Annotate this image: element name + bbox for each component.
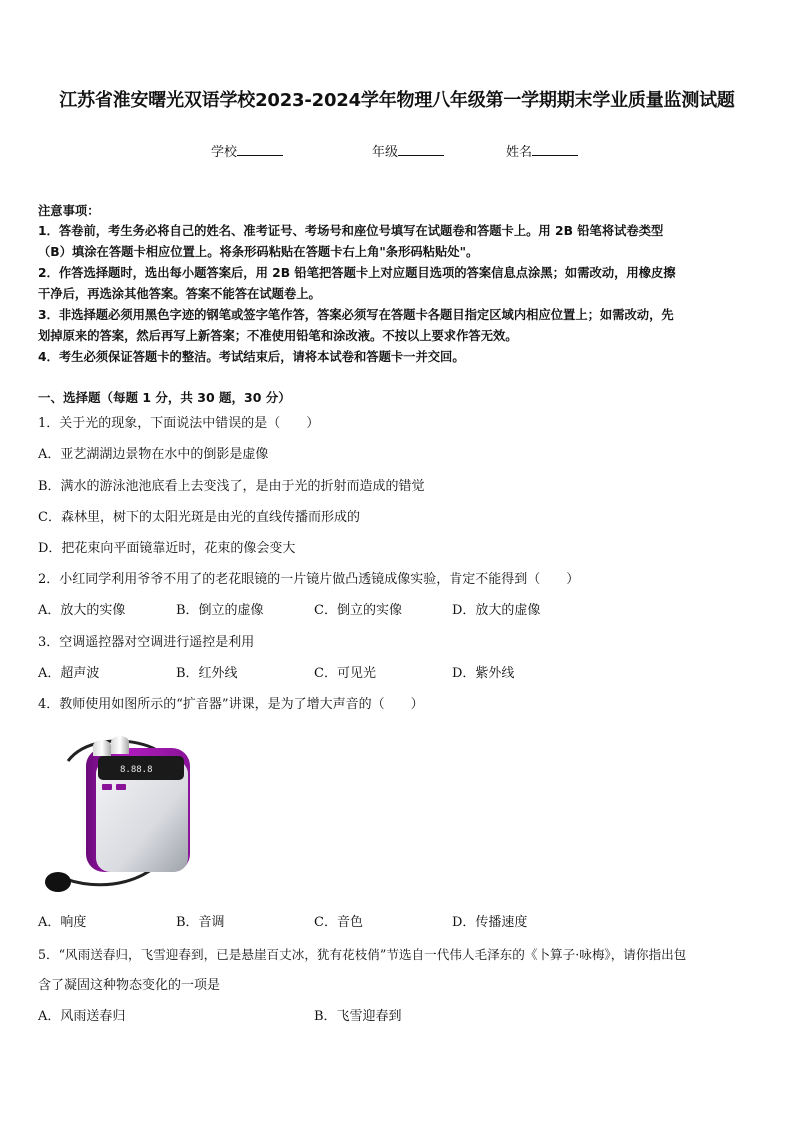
display-digits: 8.88.8 — [120, 765, 153, 775]
question-4-stem: 4．教师使用如图所示的“扩音器”讲课，是为了增大声音的（ ） — [38, 697, 424, 712]
school-field — [211, 141, 283, 160]
notice-line: 划掉原来的答案，然后再写上新答案；不准使用铅笔和涂改液。不按以上要求作答无效。 — [38, 329, 518, 343]
microphone-icon — [45, 872, 71, 892]
grade-field — [372, 141, 444, 160]
q5-option-b[interactable]: B．飞雪迎春到 — [314, 1009, 402, 1024]
q2-option-b[interactable]: B．倒立的虚像 — [176, 603, 264, 618]
q2-option-c[interactable]: C．倒立的实像 — [314, 603, 402, 618]
knob-icon — [93, 746, 111, 756]
q1-option-d[interactable]: D．把花束向平面镜靠近时，花束的像会变大 — [38, 541, 296, 556]
q4-option-a[interactable]: A．响度 — [38, 915, 87, 930]
q1-option-c[interactable]: C．森林里，树下的太阳光斑是由光的直线传播而形成的 — [38, 510, 360, 525]
question-2-stem: 2．小红同学利用爷爷不用了的老花眼镜的一片镜片做凸透镜成像实验，肯定不能得到（ ） — [38, 572, 580, 587]
q4-option-b[interactable]: B．音调 — [176, 915, 225, 930]
school-label: 学校 — [211, 145, 238, 160]
notice-line: （B）填涂在答题卡相应位置上。将条形码粘贴在答题卡右上角"条形码粘贴处"。 — [38, 245, 479, 259]
notice-heading: 注意事项： — [38, 204, 100, 218]
grade-label: 年级 — [372, 145, 399, 160]
q1-option-b[interactable]: B．满水的游泳池池底看上去变浅了，是由于光的折射而造成的错觉 — [38, 479, 425, 494]
loudspeaker-illustration — [38, 726, 208, 898]
notice-line: 4．考生必须保证答题卡的整洁。考试结束后，请将本试卷和答题卡一并交回。 — [38, 350, 465, 364]
question-5-stem: 5．“风雨送春归，飞雪迎春到，已是悬崖百丈冰，犹有花枝俏”节选自一代伟人毛泽东的《卜算子·咏梅》，请你指出包 — [38, 947, 687, 962]
q4-option-d[interactable]: D．传播速度 — [452, 915, 528, 930]
q5-option-a[interactable]: A．风雨送春归 — [38, 1009, 126, 1024]
question-1-stem: 1．关于光的现象，下面说法中错误的是（ ） — [38, 416, 320, 431]
notice-line: 干净后，再选涂其他答案。答案不能答在试题卷上。 — [38, 287, 321, 301]
q1-option-a[interactable]: A．亚艺湖湖边景物在水中的倒影是虚像 — [38, 447, 269, 462]
q3-option-a[interactable]: A．超声波 — [38, 666, 100, 681]
name-label: 姓名 — [506, 145, 533, 160]
name-blank[interactable] — [532, 143, 578, 156]
school-blank[interactable] — [237, 143, 283, 156]
grade-blank[interactable] — [398, 143, 444, 156]
knob-icon — [111, 742, 129, 754]
q2-option-d[interactable]: D．放大的虚像 — [452, 603, 541, 618]
notice-line: 1．答卷前，考生务必将自己的姓名、准考证号、考场号和座位号填写在试题卷和答题卡上。用 2B 铅笔将试卷类型 — [38, 224, 664, 238]
button-icon — [116, 784, 126, 790]
notice-line: 2．作答选择题时，选出每小题答案后，用 2B 铅笔把答题卡上对应题目选项的答案信息点涂黑；如需改动，用橡皮擦 — [38, 266, 676, 280]
q3-option-c[interactable]: C．可见光 — [314, 666, 376, 681]
name-field — [506, 141, 578, 160]
question-5-stem-cont: 含了凝固这种物态变化的一项是 — [38, 978, 221, 993]
section-heading: 一、选择题（每题 1 分，共 30 题，30 分） — [38, 390, 291, 405]
q3-option-d[interactable]: D．紫外线 — [452, 666, 515, 681]
q3-option-b[interactable]: B．红外线 — [176, 666, 238, 681]
q2-option-a[interactable]: A．放大的实像 — [38, 603, 126, 618]
question-3-stem: 3．空调遥控器对空调进行遥控是利用 — [38, 635, 255, 650]
button-icon — [102, 784, 112, 790]
q4-option-c[interactable]: C．音色 — [314, 915, 363, 930]
page-title: 江苏省淮安曙光双语学校2023-2024学年物理八年级第一学期期末学业质量监测试题 — [59, 90, 735, 111]
notice-line: 3．非选择题必须用黑色字迹的钢笔或签字笔作答，答案必须写在答题卡各题目指定区域内相应位置上；如需改动，先 — [38, 308, 674, 322]
